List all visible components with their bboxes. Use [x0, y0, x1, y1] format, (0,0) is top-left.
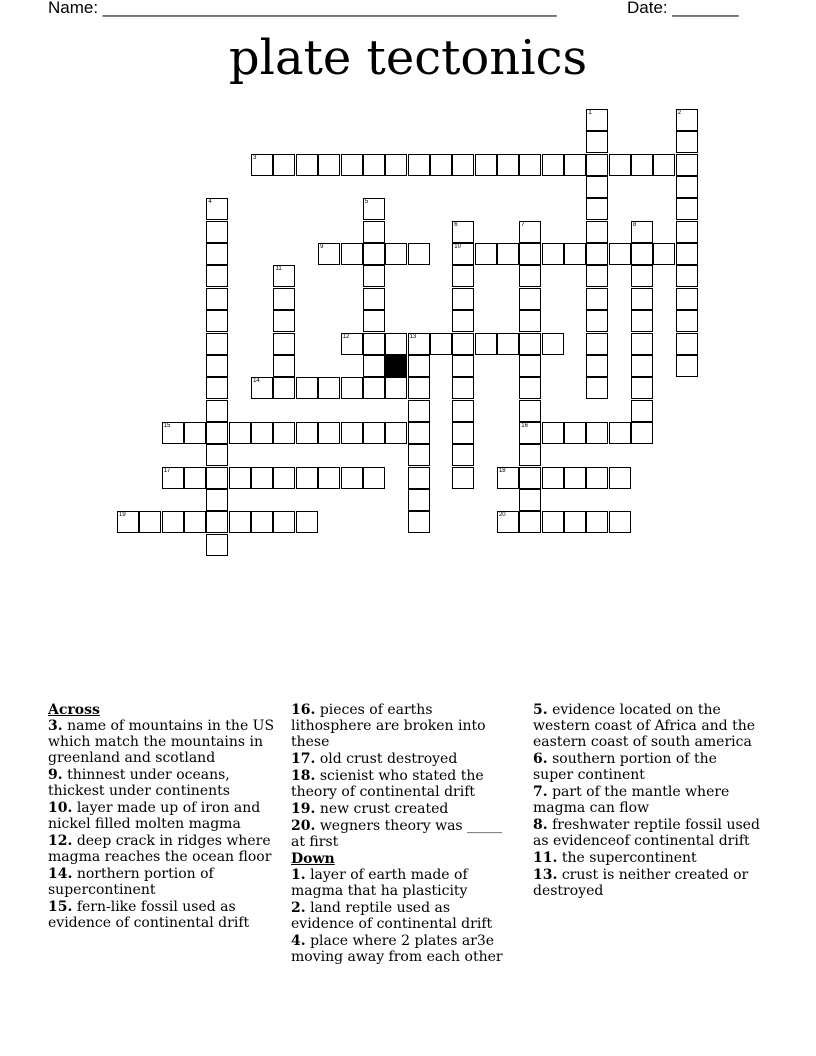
grid-cell[interactable] — [341, 377, 363, 399]
grid-cell[interactable] — [206, 534, 228, 556]
grid-cell[interactable] — [475, 154, 497, 176]
grid-cell[interactable] — [452, 422, 474, 444]
clue-number: 11 — [275, 266, 282, 273]
grid-cell[interactable] — [162, 467, 184, 489]
grid-cell[interactable] — [452, 221, 474, 243]
grid-cell[interactable] — [542, 511, 564, 533]
grid-cell[interactable] — [497, 243, 519, 265]
clue-number: 2 — [677, 110, 682, 116]
grid-cell[interactable] — [385, 154, 407, 176]
grid-cell[interactable] — [296, 467, 318, 489]
grid-cell[interactable] — [206, 467, 228, 489]
grid-cell[interactable] — [452, 310, 474, 332]
grid-cell[interactable] — [408, 355, 430, 377]
grid-cell[interactable] — [519, 489, 541, 511]
grid-cell[interactable] — [363, 355, 385, 377]
grid-cell[interactable] — [676, 176, 698, 198]
clue-across-16: 16. pieces of earths lithosphere are broken into these — [291, 702, 486, 750]
grid-cell[interactable] — [519, 400, 541, 422]
grid-cell[interactable] — [452, 243, 474, 265]
grid-cell[interactable] — [631, 422, 653, 444]
grid-cell[interactable] — [363, 243, 385, 265]
grid-cell[interactable] — [273, 333, 295, 355]
grid-cell[interactable] — [363, 422, 385, 444]
grid-cell[interactable] — [206, 221, 228, 243]
grid-cell[interactable] — [273, 265, 295, 287]
clue-number: 12 — [342, 333, 350, 340]
grid-cell[interactable] — [206, 422, 228, 444]
grid-cell[interactable] — [408, 511, 430, 533]
grid-cell[interactable] — [385, 243, 407, 265]
grid-cell[interactable] — [676, 198, 698, 220]
grid-cell[interactable] — [430, 333, 452, 355]
clue-number: 15 — [163, 422, 171, 429]
grid-cell[interactable] — [586, 176, 608, 198]
grid-cell[interactable] — [408, 400, 430, 422]
grid-cell[interactable] — [385, 422, 407, 444]
grid-cell[interactable] — [452, 377, 474, 399]
grid-cell[interactable] — [206, 377, 228, 399]
grid-cell[interactable] — [586, 511, 608, 533]
grid-cell[interactable] — [206, 310, 228, 332]
grid-cell[interactable] — [296, 154, 318, 176]
grid-cell[interactable] — [586, 198, 608, 220]
down-heading: Down — [291, 851, 335, 867]
grid-cell[interactable] — [653, 243, 675, 265]
grid-cell[interactable] — [586, 377, 608, 399]
clue-down-5: 5. evidence located on the western coast of Africa and the eastern coast of south america — [533, 702, 756, 750]
grid-cell[interactable] — [452, 444, 474, 466]
clue-down-13: 13. crust is neither created or destroyed — [533, 867, 749, 899]
grid-cell[interactable] — [452, 400, 474, 422]
clue-number: 3 — [253, 154, 257, 161]
clue-number: 7 — [521, 221, 525, 228]
name-field[interactable]: Name: ________________________________________________ — [48, 0, 557, 17]
clue-down-11: 11. the supercontinent — [533, 850, 697, 866]
grid-cell[interactable] — [363, 154, 385, 176]
grid-cell[interactable] — [363, 198, 385, 220]
grid-cell[interactable] — [676, 333, 698, 355]
grid-cell[interactable] — [586, 131, 608, 153]
grid-cell[interactable] — [586, 109, 608, 131]
grid-cell[interactable] — [408, 377, 430, 399]
clue-down-4: 4. place where 2 plates ar3e moving away from each other — [291, 933, 503, 965]
grid-cell[interactable] — [206, 489, 228, 511]
grid-cell[interactable] — [609, 243, 631, 265]
grid-cell[interactable] — [676, 265, 698, 287]
clue-across-20: 20. wegners theory was _____ at first — [291, 818, 503, 850]
grid-cell[interactable] — [184, 467, 206, 489]
grid-cell[interactable] — [408, 444, 430, 466]
grid-cell[interactable] — [519, 422, 541, 444]
grid-cell[interactable] — [542, 467, 564, 489]
grid-cell[interactable] — [273, 377, 295, 399]
grid-cell[interactable] — [408, 243, 430, 265]
grid-cell[interactable] — [564, 422, 586, 444]
grid-cell[interactable] — [475, 333, 497, 355]
grid-cell[interactable] — [341, 422, 363, 444]
grid-cell[interactable] — [519, 265, 541, 287]
page-title: plate tectonics — [228, 30, 588, 86]
grid-cell[interactable] — [586, 265, 608, 287]
grid-cell[interactable] — [206, 333, 228, 355]
grid-cell[interactable] — [519, 333, 541, 355]
grid-cell[interactable] — [296, 377, 318, 399]
grid-cell[interactable] — [586, 243, 608, 265]
date-field[interactable]: Date: _______ — [627, 0, 739, 17]
clue-down-6: 6. southern portion of the super continent — [533, 751, 717, 783]
grid-cell[interactable] — [408, 489, 430, 511]
grid-cell[interactable] — [519, 511, 541, 533]
grid-cell[interactable] — [631, 333, 653, 355]
grid-cell[interactable] — [676, 131, 698, 153]
grid-cell[interactable] — [363, 377, 385, 399]
grid-cell[interactable] — [206, 444, 228, 466]
grid-cell[interactable] — [296, 422, 318, 444]
grid-cell[interactable] — [296, 511, 318, 533]
clues-column-2 — [291, 702, 517, 966]
grid-cell[interactable] — [631, 377, 653, 399]
grid-cell[interactable] — [452, 288, 474, 310]
grid-cell[interactable] — [519, 467, 541, 489]
clue-down-7: 7. part of the mantle where magma can flow — [533, 784, 730, 816]
clue-number: 19 — [119, 512, 126, 519]
grid-cell[interactable] — [586, 154, 608, 176]
grid-cell[interactable] — [318, 377, 340, 399]
grid-cell[interactable] — [519, 377, 541, 399]
grid-cell[interactable] — [586, 288, 608, 310]
grid-cell[interactable] — [676, 355, 698, 377]
grid-cell[interactable] — [318, 467, 340, 489]
grid-cell[interactable] — [676, 310, 698, 332]
grid-cell[interactable] — [452, 265, 474, 287]
clue-across-14: 14. northern portion of supercontinent — [48, 866, 214, 898]
grid-cell[interactable] — [631, 265, 653, 287]
grid-cell[interactable] — [497, 154, 519, 176]
grid-cell[interactable] — [341, 243, 363, 265]
clue-down-8: 8. freshwater reptile fossil used as evidenceof continental drift — [533, 817, 760, 849]
grid-cell[interactable] — [206, 355, 228, 377]
clue-number: 6 — [454, 221, 458, 228]
clue-down-2: 2. land reptile used as evidence of continental drift — [291, 900, 493, 932]
grid-cell[interactable] — [229, 467, 251, 489]
grid-cell[interactable] — [251, 377, 273, 399]
grid-cell[interactable] — [251, 154, 273, 176]
clue-number: 10 — [454, 244, 461, 251]
grid-cell[interactable] — [497, 467, 519, 489]
grid-cell[interactable] — [229, 422, 251, 444]
clue-across-10: 10. layer made up of iron and nickel filled molten magma — [48, 800, 261, 832]
grid-cell[interactable] — [586, 310, 608, 332]
clue-across-17: 17. old crust destroyed — [291, 751, 458, 767]
grid-cell[interactable] — [631, 221, 653, 243]
clue-number: 18 — [498, 467, 506, 474]
clues-column-1 — [48, 702, 276, 932]
clue-down-1: 1. layer of earth made of magma that ha plasticity — [291, 867, 468, 899]
grid-cell[interactable] — [408, 422, 430, 444]
grid-cell[interactable] — [497, 511, 519, 533]
grid-cell[interactable] — [162, 422, 184, 444]
grid-cell[interactable] — [519, 310, 541, 332]
grid-cell[interactable] — [363, 221, 385, 243]
grid-cell[interactable] — [542, 154, 564, 176]
clue-across-9: 9. thinnest under oceans, thickest under continents — [48, 767, 230, 799]
grid-cell[interactable] — [273, 422, 295, 444]
clue-number: 20 — [498, 512, 506, 519]
grid-cell[interactable] — [586, 221, 608, 243]
grid-cell[interactable] — [273, 310, 295, 332]
clue-number: 5 — [364, 199, 369, 206]
grid-cell[interactable] — [318, 422, 340, 444]
grid-cell[interactable] — [475, 243, 497, 265]
grid-cell[interactable] — [273, 154, 295, 176]
clues-column-3 — [533, 702, 761, 900]
clue-number: 16 — [521, 422, 528, 429]
grid-cell[interactable] — [363, 265, 385, 287]
grid-cell[interactable] — [184, 511, 206, 533]
grid-cell[interactable] — [318, 243, 340, 265]
grid-cell[interactable] — [586, 355, 608, 377]
clue-number: 14 — [253, 378, 260, 385]
clue-across-18: 18. scienist who stated the theory of continental drift — [291, 768, 484, 800]
grid-cell[interactable] — [408, 154, 430, 176]
grid-cell[interactable] — [139, 511, 161, 533]
grid-cell[interactable] — [497, 333, 519, 355]
grid-cell[interactable] — [363, 310, 385, 332]
grid-cell[interactable] — [251, 467, 273, 489]
grid-cell[interactable] — [251, 511, 273, 533]
grid-cell[interactable] — [318, 154, 340, 176]
grid-cell[interactable] — [653, 154, 675, 176]
grid-cell[interactable] — [117, 511, 139, 533]
grid-cell[interactable] — [430, 154, 452, 176]
grid-cell[interactable] — [542, 422, 564, 444]
grid-cell[interactable] — [586, 467, 608, 489]
grid-cell[interactable] — [341, 333, 363, 355]
clue-across-19: 19. new crust created — [291, 801, 449, 817]
grid-cell[interactable] — [631, 355, 653, 377]
grid-cell[interactable] — [273, 355, 295, 377]
clue-number: 1 — [588, 110, 592, 116]
grid-cell[interactable] — [631, 243, 653, 265]
grid-cell[interactable] — [273, 467, 295, 489]
grid-cell[interactable] — [206, 265, 228, 287]
grid-cell[interactable] — [542, 333, 564, 355]
grid-cell[interactable] — [519, 288, 541, 310]
grid-cell[interactable] — [519, 221, 541, 243]
grid-cell[interactable] — [206, 400, 228, 422]
grid-cell[interactable] — [609, 422, 631, 444]
grid-cell[interactable] — [631, 154, 653, 176]
grid-cell[interactable] — [676, 109, 698, 131]
grid-cell[interactable] — [452, 333, 474, 355]
grid-cell[interactable] — [564, 243, 586, 265]
grid-cell[interactable] — [519, 243, 541, 265]
black-square — [385, 355, 407, 377]
grid-cell[interactable] — [564, 467, 586, 489]
clue-across-12: 12. deep crack in ridges where magma reaches the ocean floor — [48, 833, 272, 865]
grid-cell[interactable] — [609, 467, 631, 489]
grid-cell[interactable] — [341, 154, 363, 176]
grid-cell[interactable] — [184, 422, 206, 444]
grid-cell[interactable] — [676, 288, 698, 310]
grid-cell[interactable] — [452, 154, 474, 176]
grid-cell[interactable] — [206, 511, 228, 533]
clue-across-15: 15. fern-like fossil used as evidence of continental drift — [48, 899, 250, 931]
grid-cell[interactable] — [586, 422, 608, 444]
grid-cell[interactable] — [676, 243, 698, 265]
grid-cell[interactable] — [519, 154, 541, 176]
grid-cell[interactable] — [609, 511, 631, 533]
clue-number: 13 — [409, 333, 417, 340]
grid-cell[interactable] — [564, 154, 586, 176]
grid-cell[interactable] — [519, 444, 541, 466]
clue-number: 4 — [208, 199, 212, 206]
grid-cell[interactable] — [363, 288, 385, 310]
grid-cell[interactable] — [229, 511, 251, 533]
grid-cell[interactable] — [206, 288, 228, 310]
grid-cell[interactable] — [251, 422, 273, 444]
grid-cell[interactable] — [273, 288, 295, 310]
grid-cell[interactable] — [385, 333, 407, 355]
clue-number: 9 — [320, 244, 324, 251]
grid-cell[interactable] — [631, 400, 653, 422]
grid-cell[interactable] — [631, 310, 653, 332]
grid-cell[interactable] — [408, 333, 430, 355]
grid-cell[interactable] — [273, 511, 295, 533]
grid-cell[interactable] — [452, 467, 474, 489]
grid-cell[interactable] — [631, 288, 653, 310]
clue-number: 8 — [633, 221, 637, 228]
grid-cell[interactable] — [586, 333, 608, 355]
grid-cell[interactable] — [609, 154, 631, 176]
grid-cell[interactable] — [341, 467, 363, 489]
grid-cell[interactable] — [206, 243, 228, 265]
grid-cell[interactable] — [162, 511, 184, 533]
grid-cell[interactable] — [519, 355, 541, 377]
clue-number: 17 — [163, 467, 171, 474]
grid-cell[interactable] — [206, 198, 228, 220]
clue-across-3: 3. name of mountains in the US which match the mountains in greenland and scotland — [48, 718, 275, 766]
grid-cell[interactable] — [363, 467, 385, 489]
grid-cell[interactable] — [542, 243, 564, 265]
grid-cell[interactable] — [564, 511, 586, 533]
grid-cell[interactable] — [408, 467, 430, 489]
grid-cell[interactable] — [363, 333, 385, 355]
grid-cell[interactable] — [676, 221, 698, 243]
grid-cell[interactable] — [385, 377, 407, 399]
grid-cell[interactable] — [676, 154, 698, 176]
across-heading: Across — [48, 702, 100, 718]
grid-cell[interactable] — [452, 355, 474, 377]
